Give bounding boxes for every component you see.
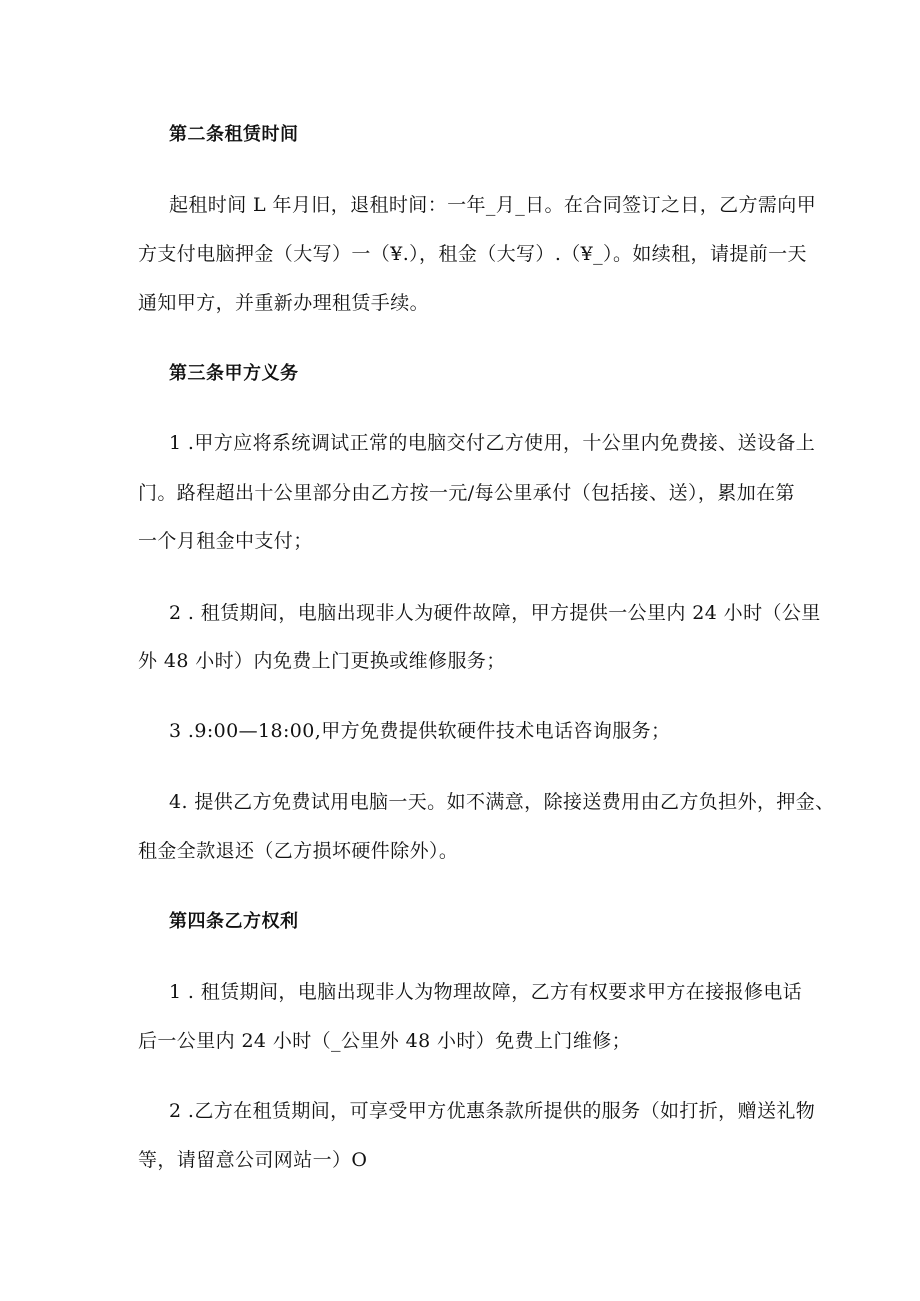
paragraph-line: 2 . 租赁期间，电脑出现非人为硬件故障，甲方提供一公里内 24 小时（公里: [169, 602, 821, 624]
paragraph-line: 后一公里内 24 小时（_公里外 48 小时）免费上门维修；: [138, 1030, 632, 1052]
section-heading-article-3: 第三条甲方义务: [169, 363, 299, 384]
section-heading-article-2: 第二条租赁时间: [169, 124, 299, 145]
paragraph-line: 1 .甲方应将系统调试正常的电脑交付乙方使用，十公里内免费接、送设备上: [169, 432, 816, 454]
paragraph-line: 等，请留意公司网站一）O: [138, 1149, 368, 1171]
paragraph-line: 通知甲方，并重新办理租赁手续。: [138, 292, 430, 314]
paragraph-line: 2 .乙方在租赁期间，可享受甲方优惠条款所提供的服务（如打折，赠送礼物: [169, 1100, 816, 1122]
paragraph-line: 起租时间 L 年月旧，退租时间：一年_月_日。在合同签订之日，乙方需向甲: [169, 194, 817, 216]
paragraph-line: 3 .9:00—18:00,甲方免费提供软硬件技术电话咨询服务；: [169, 720, 671, 742]
paragraph-line: 方支付电脑押金（大写）一（¥.），租金（大写）.（¥_）。如续租，请提前一天: [138, 243, 807, 265]
section-heading-article-4: 第四条乙方权利: [169, 911, 299, 932]
paragraph-line: 外 48 小时）内免费上门更换或维修服务；: [138, 650, 506, 672]
paragraph-line: 1 . 租赁期间，电脑出现非人为物理故障，乙方有权要求甲方在接报修电话: [169, 981, 803, 1003]
paragraph-line: 门。路程超出十公里部分由乙方按一元/每公里承付（包括接、送），累加在第: [138, 482, 795, 504]
paragraph-line: 租金全款退还（乙方损坏硬件除外）。: [138, 840, 459, 862]
paragraph-line: 一个月租金中支付；: [138, 530, 313, 552]
paragraph-line: 4. 提供乙方免费试用电脑一天。如不满意，除接送费用由乙方负担外，押金、: [169, 791, 835, 813]
